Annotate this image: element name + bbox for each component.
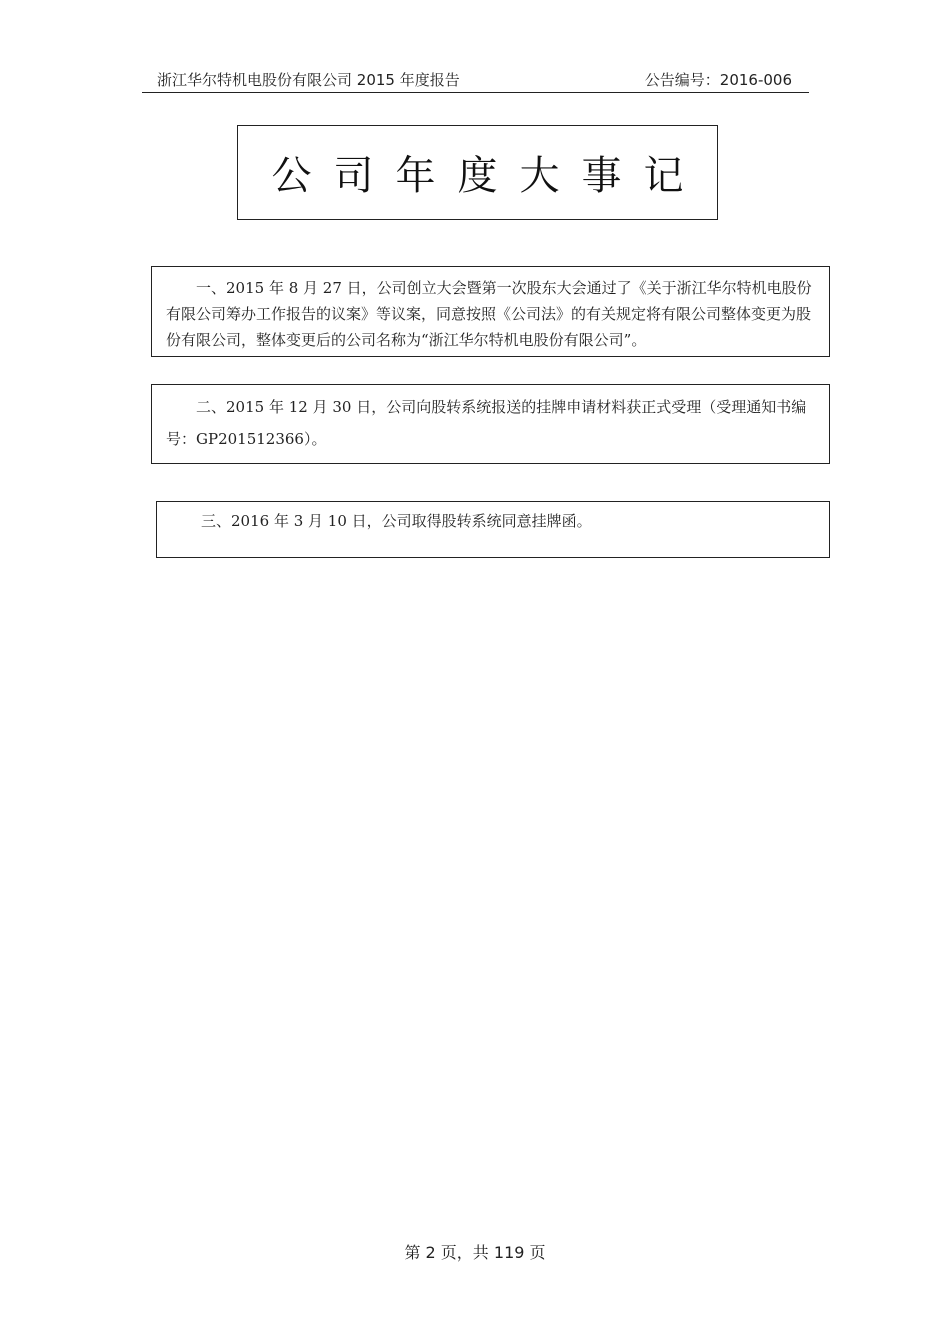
event-text: 二、2015 年 12 月 30 日，公司向股转系统报送的挂牌申请材料获正式受理（受理通知书编号：GP201512366）。 [166,398,807,448]
page-header [142,66,809,93]
page-number: 第 2 页，共 119 页 [404,1243,546,1262]
header-company-report: 浙江华尔特机电股份有限公司 2015 年度报告 [157,71,460,89]
title-box [237,125,718,220]
event-text: 三、2016 年 3 月 10 日，公司取得股转系统同意挂牌函。 [201,512,592,530]
event-box-1 [151,266,830,357]
header-notice-number: 公告编号：2016-006 [644,71,792,89]
page-title: 公司年度大事记 [271,153,706,199]
event-box-3 [156,501,830,558]
event-box-2 [151,384,830,464]
event-text: 一、2015 年 8 月 27 日，公司创立大会暨第一次股东大会通过了《关于浙江华尔特机电股份有限公司筹办工作报告的议案》等议案，同意按照《公司法》的有关规定将有限公司整体变更为股份有限公司，整体变更后的公司名称为“浙江华尔特机电股份有限公司”。 [166,279,812,349]
page-footer [0,1240,950,1263]
